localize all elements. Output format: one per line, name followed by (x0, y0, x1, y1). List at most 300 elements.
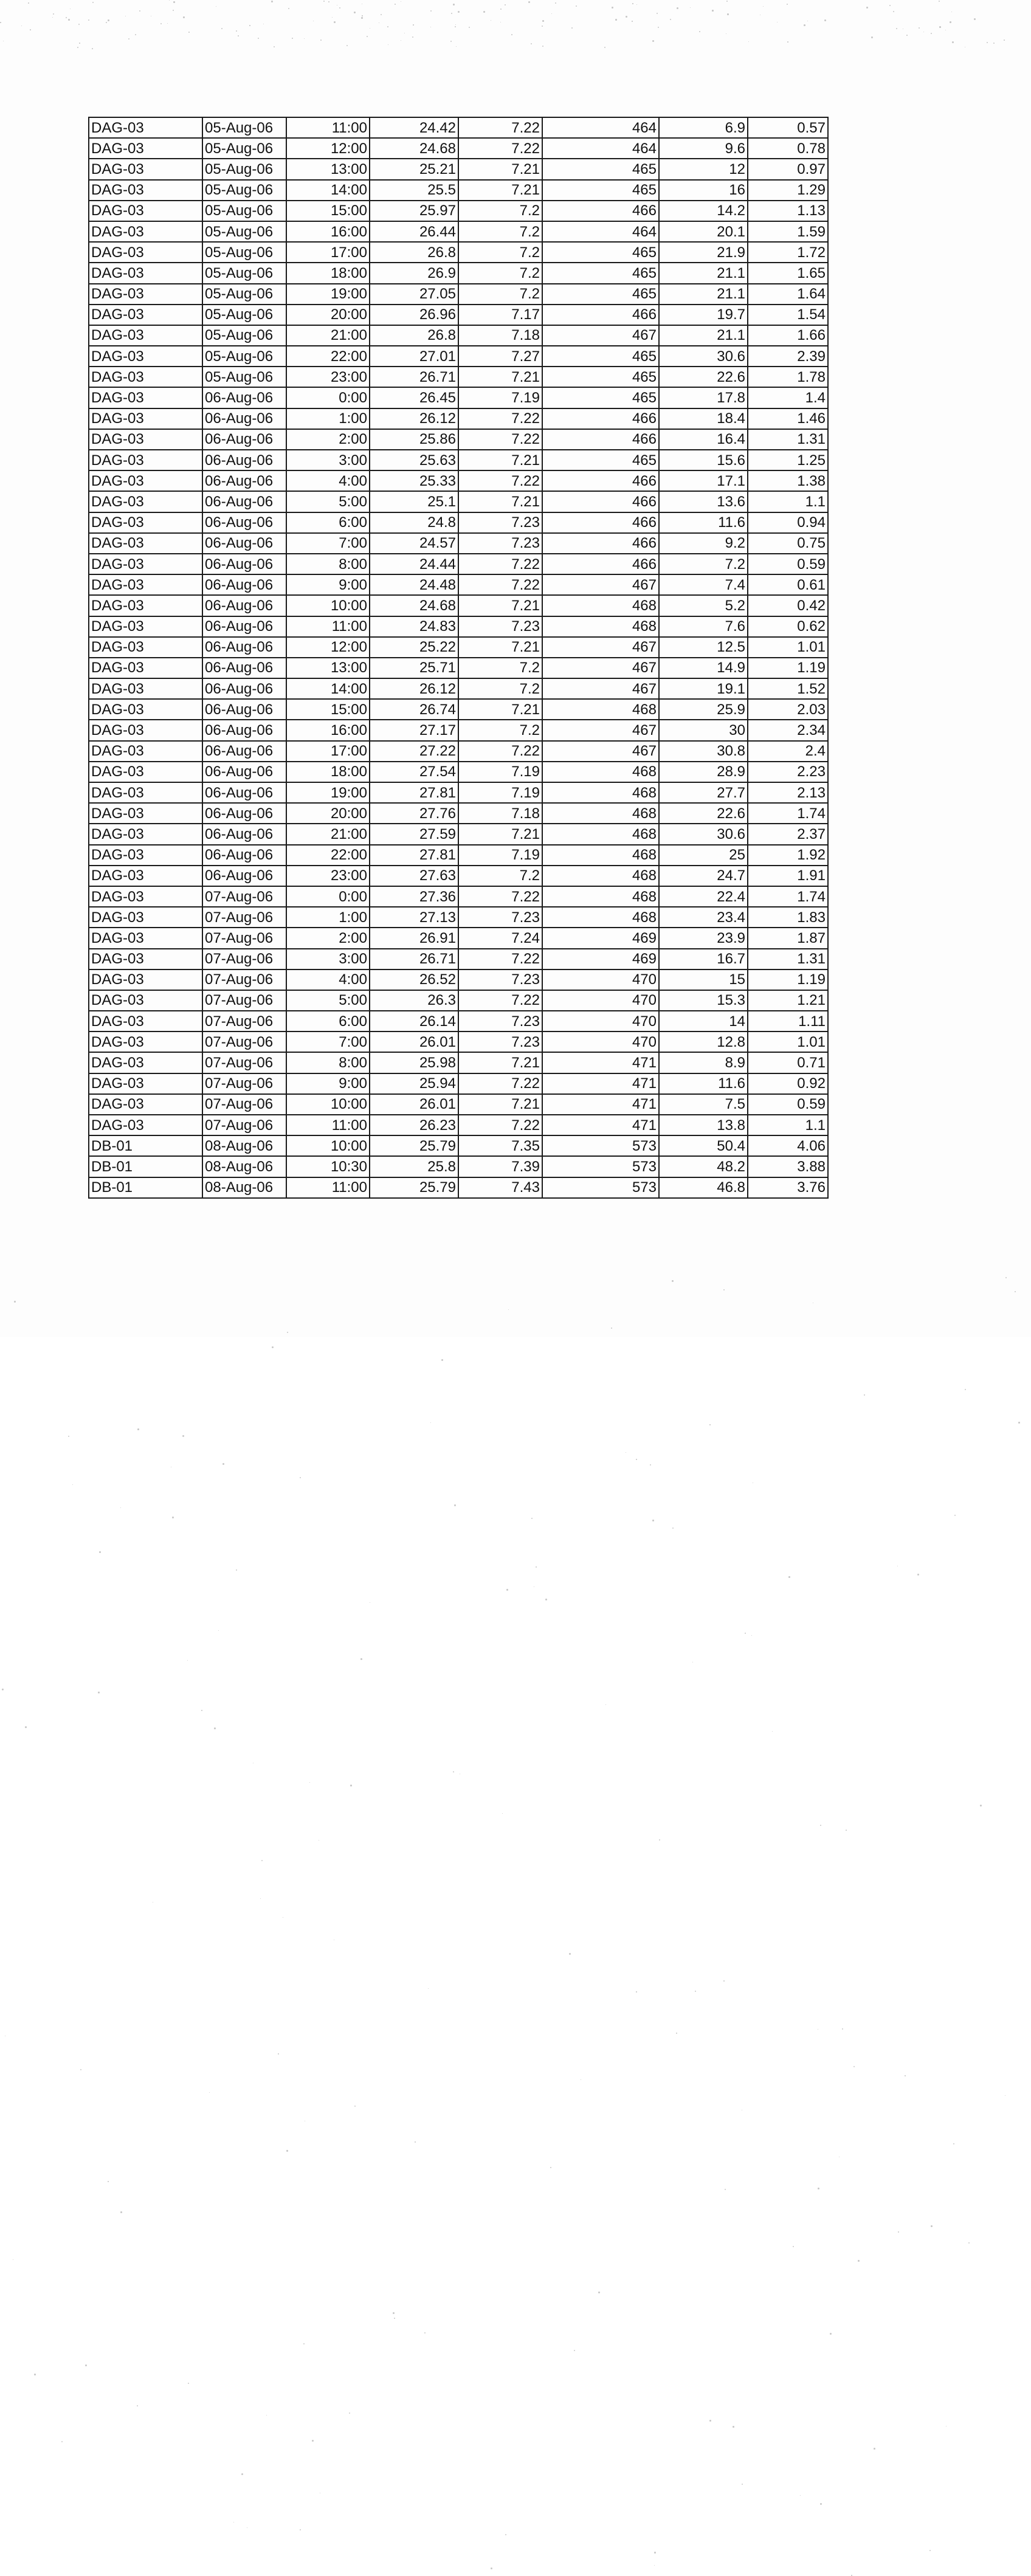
value-b-cell: 2.13 (748, 782, 828, 803)
value-b-cell: 0.42 (748, 595, 828, 616)
value-b-cell: 0.59 (748, 554, 828, 574)
value-a-cell: 30.6 (659, 824, 748, 844)
station-cell: DAG-03 (89, 990, 202, 1011)
ph-cell: 7.27 (458, 346, 542, 367)
time-cell: 19:00 (286, 782, 370, 803)
station-cell: DAG-03 (89, 429, 202, 450)
value-b-cell: 1.11 (748, 1011, 828, 1031)
ph-cell: 7.22 (458, 1073, 542, 1094)
time-cell: 10:00 (286, 1094, 370, 1115)
station-cell: DAG-03 (89, 367, 202, 387)
table-row (89, 803, 828, 824)
date-cell: 07-Aug-06 (202, 886, 286, 907)
time-cell: 21:00 (286, 824, 370, 844)
table-row (89, 824, 828, 844)
temp-cell: 27.36 (370, 886, 458, 907)
data-table (88, 117, 829, 1199)
date-cell: 07-Aug-06 (202, 990, 286, 1011)
time-cell: 11:00 (286, 1177, 370, 1198)
conductivity-cell: 467 (542, 678, 659, 699)
value-a-cell: 6.9 (659, 117, 748, 138)
conductivity-cell: 469 (542, 928, 659, 948)
date-cell: 07-Aug-06 (202, 1115, 286, 1135)
station-cell: DAG-03 (89, 741, 202, 762)
time-cell: 15:00 (286, 201, 370, 221)
temp-cell: 26.3 (370, 990, 458, 1011)
temp-cell: 25.5 (370, 180, 458, 201)
ph-cell: 7.35 (458, 1135, 542, 1156)
value-b-cell: 1.83 (748, 907, 828, 928)
value-a-cell: 23.9 (659, 928, 748, 948)
conductivity-cell: 465 (542, 242, 659, 263)
value-a-cell: 22.6 (659, 803, 748, 824)
time-cell: 5:00 (286, 990, 370, 1011)
temp-cell: 26.9 (370, 263, 458, 283)
value-a-cell: 9.2 (659, 533, 748, 554)
conductivity-cell: 471 (542, 1073, 659, 1094)
value-b-cell: 1.64 (748, 284, 828, 305)
table-row (89, 720, 828, 740)
temp-cell: 27.54 (370, 762, 458, 782)
station-cell: DAG-03 (89, 949, 202, 969)
value-a-cell: 18.4 (659, 408, 748, 429)
conductivity-cell: 466 (542, 491, 659, 512)
time-cell: 13:00 (286, 159, 370, 179)
date-cell: 07-Aug-06 (202, 949, 286, 969)
time-cell: 12:00 (286, 637, 370, 658)
temp-cell: 25.71 (370, 658, 458, 678)
date-cell: 05-Aug-06 (202, 305, 286, 325)
station-cell: DAG-03 (89, 159, 202, 179)
value-b-cell: 0.59 (748, 1094, 828, 1115)
station-cell: DAG-03 (89, 678, 202, 699)
conductivity-cell: 470 (542, 1011, 659, 1031)
value-a-cell: 7.5 (659, 1094, 748, 1115)
station-cell: DAG-03 (89, 1052, 202, 1073)
table-row (89, 346, 828, 367)
date-cell: 05-Aug-06 (202, 367, 286, 387)
conductivity-cell: 464 (542, 138, 659, 159)
value-a-cell: 25.9 (659, 699, 748, 720)
temp-cell: 27.63 (370, 866, 458, 886)
ph-cell: 7.22 (458, 408, 542, 429)
date-cell: 06-Aug-06 (202, 824, 286, 844)
temp-cell: 24.68 (370, 595, 458, 616)
station-cell: DAG-03 (89, 720, 202, 740)
ph-cell: 7.23 (458, 907, 542, 928)
date-cell: 06-Aug-06 (202, 803, 286, 824)
conductivity-cell: 465 (542, 284, 659, 305)
value-b-cell: 0.71 (748, 1052, 828, 1073)
conductivity-cell: 466 (542, 201, 659, 221)
time-cell: 11:00 (286, 616, 370, 637)
value-a-cell: 11.6 (659, 1073, 748, 1094)
ph-cell: 7.2 (458, 242, 542, 263)
value-b-cell: 1.29 (748, 180, 828, 201)
value-b-cell: 1.19 (748, 969, 828, 990)
conductivity-cell: 466 (542, 470, 659, 491)
ph-cell: 7.2 (458, 678, 542, 699)
station-cell: DAG-03 (89, 305, 202, 325)
time-cell: 16:00 (286, 221, 370, 242)
temp-cell: 25.22 (370, 637, 458, 658)
temp-cell: 25.97 (370, 201, 458, 221)
value-a-cell: 25 (659, 845, 748, 866)
ph-cell: 7.17 (458, 305, 542, 325)
date-cell: 06-Aug-06 (202, 658, 286, 678)
date-cell: 06-Aug-06 (202, 512, 286, 533)
time-cell: 20:00 (286, 305, 370, 325)
conductivity-cell: 465 (542, 367, 659, 387)
time-cell: 6:00 (286, 512, 370, 533)
time-cell: 5:00 (286, 491, 370, 512)
date-cell: 07-Aug-06 (202, 1011, 286, 1031)
date-cell: 05-Aug-06 (202, 325, 286, 346)
conductivity-cell: 468 (542, 762, 659, 782)
time-cell: 23:00 (286, 866, 370, 886)
station-cell: DAG-03 (89, 762, 202, 782)
table-row (89, 1177, 828, 1198)
temp-cell: 25.8 (370, 1156, 458, 1177)
table-row (89, 886, 828, 907)
time-cell: 2:00 (286, 928, 370, 948)
station-cell: DAG-03 (89, 803, 202, 824)
value-a-cell: 22.6 (659, 367, 748, 387)
conductivity-cell: 471 (542, 1094, 659, 1115)
time-cell: 6:00 (286, 1011, 370, 1031)
table-row (89, 242, 828, 263)
conductivity-cell: 468 (542, 699, 659, 720)
temp-cell: 27.81 (370, 782, 458, 803)
conductivity-cell: 467 (542, 637, 659, 658)
table-row (89, 1031, 828, 1052)
conductivity-cell: 465 (542, 450, 659, 470)
date-cell: 07-Aug-06 (202, 907, 286, 928)
conductivity-cell: 468 (542, 886, 659, 907)
table-row (89, 699, 828, 720)
time-cell: 8:00 (286, 1052, 370, 1073)
table-row (89, 263, 828, 283)
value-a-cell: 15.6 (659, 450, 748, 470)
time-cell: 7:00 (286, 533, 370, 554)
table-row (89, 949, 828, 969)
value-a-cell: 8.9 (659, 1052, 748, 1073)
value-b-cell: 1.92 (748, 845, 828, 866)
station-cell: DAG-03 (89, 637, 202, 658)
table-row (89, 387, 828, 408)
temp-cell: 25.33 (370, 470, 458, 491)
time-cell: 14:00 (286, 180, 370, 201)
value-a-cell: 12.8 (659, 1031, 748, 1052)
value-b-cell: 0.97 (748, 159, 828, 179)
table-row (89, 1156, 828, 1177)
conductivity-cell: 464 (542, 117, 659, 138)
time-cell: 22:00 (286, 845, 370, 866)
ph-cell: 7.22 (458, 949, 542, 969)
station-cell: DAG-03 (89, 325, 202, 346)
table-row (89, 429, 828, 450)
station-cell: DAG-03 (89, 1094, 202, 1115)
ph-cell: 7.23 (458, 969, 542, 990)
ph-cell: 7.21 (458, 699, 542, 720)
ph-cell: 7.21 (458, 1094, 542, 1115)
station-cell: DAG-03 (89, 284, 202, 305)
date-cell: 06-Aug-06 (202, 408, 286, 429)
date-cell: 07-Aug-06 (202, 1031, 286, 1052)
ph-cell: 7.22 (458, 886, 542, 907)
ph-cell: 7.22 (458, 741, 542, 762)
station-cell: DAG-03 (89, 1115, 202, 1135)
value-b-cell: 1.01 (748, 637, 828, 658)
ph-cell: 7.21 (458, 1052, 542, 1073)
ph-cell: 7.21 (458, 824, 542, 844)
date-cell: 08-Aug-06 (202, 1156, 286, 1177)
value-a-cell: 19.7 (659, 305, 748, 325)
ph-cell: 7.19 (458, 387, 542, 408)
value-b-cell: 0.75 (748, 533, 828, 554)
time-cell: 18:00 (286, 762, 370, 782)
conductivity-cell: 573 (542, 1135, 659, 1156)
temp-cell: 24.57 (370, 533, 458, 554)
date-cell: 06-Aug-06 (202, 533, 286, 554)
station-cell: DAG-03 (89, 595, 202, 616)
station-cell: DAG-03 (89, 450, 202, 470)
temp-cell: 26.12 (370, 408, 458, 429)
value-b-cell: 1.91 (748, 866, 828, 886)
value-b-cell: 1.31 (748, 429, 828, 450)
temp-cell: 24.68 (370, 138, 458, 159)
date-cell: 06-Aug-06 (202, 845, 286, 866)
station-cell: DAG-03 (89, 907, 202, 928)
temp-cell: 27.59 (370, 824, 458, 844)
station-cell: DAG-03 (89, 824, 202, 844)
ph-cell: 7.22 (458, 138, 542, 159)
ph-cell: 7.23 (458, 533, 542, 554)
date-cell: 06-Aug-06 (202, 678, 286, 699)
table-row (89, 866, 828, 886)
temp-cell: 25.86 (370, 429, 458, 450)
conductivity-cell: 573 (542, 1156, 659, 1177)
station-cell: DAG-03 (89, 512, 202, 533)
temp-cell: 26.44 (370, 221, 458, 242)
ph-cell: 7.21 (458, 159, 542, 179)
value-a-cell: 17.1 (659, 470, 748, 491)
value-b-cell: 2.23 (748, 762, 828, 782)
conductivity-cell: 465 (542, 346, 659, 367)
date-cell: 05-Aug-06 (202, 180, 286, 201)
value-b-cell: 3.88 (748, 1156, 828, 1177)
conductivity-cell: 471 (542, 1115, 659, 1135)
ph-cell: 7.21 (458, 180, 542, 201)
value-a-cell: 16 (659, 180, 748, 201)
temp-cell: 27.76 (370, 803, 458, 824)
station-cell: DAG-03 (89, 408, 202, 429)
conductivity-cell: 468 (542, 803, 659, 824)
station-cell: DAG-03 (89, 886, 202, 907)
temp-cell: 26.74 (370, 699, 458, 720)
value-b-cell: 0.78 (748, 138, 828, 159)
value-a-cell: 15 (659, 969, 748, 990)
value-a-cell: 50.4 (659, 1135, 748, 1156)
temp-cell: 24.42 (370, 117, 458, 138)
value-a-cell: 30.6 (659, 346, 748, 367)
value-a-cell: 20.1 (659, 221, 748, 242)
conductivity-cell: 466 (542, 512, 659, 533)
table-row (89, 616, 828, 637)
time-cell: 1:00 (286, 907, 370, 928)
ph-cell: 7.2 (458, 221, 542, 242)
conductivity-cell: 467 (542, 741, 659, 762)
date-cell: 06-Aug-06 (202, 574, 286, 595)
station-cell: DAG-03 (89, 491, 202, 512)
value-a-cell: 16.4 (659, 429, 748, 450)
value-a-cell: 16.7 (659, 949, 748, 969)
value-a-cell: 17.8 (659, 387, 748, 408)
temp-cell: 26.52 (370, 969, 458, 990)
conductivity-cell: 471 (542, 1052, 659, 1073)
value-a-cell: 48.2 (659, 1156, 748, 1177)
ph-cell: 7.22 (458, 1115, 542, 1135)
conductivity-cell: 470 (542, 969, 659, 990)
value-a-cell: 21.1 (659, 263, 748, 283)
table-row (89, 907, 828, 928)
temp-cell: 25.1 (370, 491, 458, 512)
time-cell: 4:00 (286, 969, 370, 990)
time-cell: 2:00 (286, 429, 370, 450)
date-cell: 06-Aug-06 (202, 741, 286, 762)
temp-cell: 26.91 (370, 928, 458, 948)
station-cell: DAG-03 (89, 117, 202, 138)
station-cell: DB-01 (89, 1135, 202, 1156)
ph-cell: 7.22 (458, 470, 542, 491)
time-cell: 8:00 (286, 554, 370, 574)
value-b-cell: 2.4 (748, 741, 828, 762)
value-a-cell: 27.7 (659, 782, 748, 803)
time-cell: 20:00 (286, 803, 370, 824)
ph-cell: 7.18 (458, 325, 542, 346)
temp-cell: 27.81 (370, 845, 458, 866)
conductivity-cell: 468 (542, 845, 659, 866)
value-b-cell: 1.19 (748, 658, 828, 678)
conductivity-cell: 465 (542, 263, 659, 283)
time-cell: 10:00 (286, 1135, 370, 1156)
value-b-cell: 1.25 (748, 450, 828, 470)
station-cell: DAG-03 (89, 263, 202, 283)
table-row (89, 574, 828, 595)
ph-cell: 7.22 (458, 429, 542, 450)
date-cell: 06-Aug-06 (202, 637, 286, 658)
value-a-cell: 13.8 (659, 1115, 748, 1135)
value-b-cell: 1.52 (748, 678, 828, 699)
date-cell: 05-Aug-06 (202, 138, 286, 159)
ph-cell: 7.43 (458, 1177, 542, 1198)
conductivity-cell: 467 (542, 574, 659, 595)
table-row (89, 491, 828, 512)
station-cell: DAG-03 (89, 387, 202, 408)
ph-cell: 7.2 (458, 201, 542, 221)
ph-cell: 7.21 (458, 637, 542, 658)
value-a-cell: 30.8 (659, 741, 748, 762)
value-b-cell: 1.4 (748, 387, 828, 408)
station-cell: DB-01 (89, 1156, 202, 1177)
conductivity-cell: 467 (542, 325, 659, 346)
station-cell: DAG-03 (89, 242, 202, 263)
time-cell: 9:00 (286, 1073, 370, 1094)
date-cell: 06-Aug-06 (202, 470, 286, 491)
date-cell: 07-Aug-06 (202, 1094, 286, 1115)
ph-cell: 7.19 (458, 782, 542, 803)
value-a-cell: 24.7 (659, 866, 748, 886)
time-cell: 23:00 (286, 367, 370, 387)
ph-cell: 7.24 (458, 928, 542, 948)
conductivity-cell: 470 (542, 1031, 659, 1052)
value-b-cell: 1.87 (748, 928, 828, 948)
value-b-cell: 0.57 (748, 117, 828, 138)
value-b-cell: 0.94 (748, 512, 828, 533)
date-cell: 06-Aug-06 (202, 866, 286, 886)
conductivity-cell: 465 (542, 180, 659, 201)
temp-cell: 26.8 (370, 325, 458, 346)
value-b-cell: 1.46 (748, 408, 828, 429)
table-row (89, 221, 828, 242)
value-a-cell: 21.1 (659, 325, 748, 346)
value-a-cell: 21.1 (659, 284, 748, 305)
table-row (89, 928, 828, 948)
date-cell: 08-Aug-06 (202, 1177, 286, 1198)
temp-cell: 26.23 (370, 1115, 458, 1135)
time-cell: 9:00 (286, 574, 370, 595)
temp-cell: 27.22 (370, 741, 458, 762)
table-row (89, 138, 828, 159)
temp-cell: 25.94 (370, 1073, 458, 1094)
value-b-cell: 1.21 (748, 990, 828, 1011)
table-row (89, 1135, 828, 1156)
time-cell: 11:00 (286, 117, 370, 138)
table-row (89, 990, 828, 1011)
date-cell: 06-Aug-06 (202, 450, 286, 470)
station-cell: DAG-03 (89, 866, 202, 886)
ph-cell: 7.23 (458, 512, 542, 533)
value-a-cell: 14.2 (659, 201, 748, 221)
station-cell: DAG-03 (89, 845, 202, 866)
date-cell: 07-Aug-06 (202, 969, 286, 990)
table-row (89, 637, 828, 658)
value-a-cell: 23.4 (659, 907, 748, 928)
table-row (89, 180, 828, 201)
station-cell: DAG-03 (89, 1073, 202, 1094)
time-cell: 17:00 (286, 741, 370, 762)
station-cell: DAG-03 (89, 616, 202, 637)
conductivity-cell: 466 (542, 305, 659, 325)
time-cell: 18:00 (286, 263, 370, 283)
conductivity-cell: 466 (542, 408, 659, 429)
time-cell: 7:00 (286, 1031, 370, 1052)
conductivity-cell: 467 (542, 720, 659, 740)
table-row (89, 325, 828, 346)
ph-cell: 7.23 (458, 1031, 542, 1052)
conductivity-cell: 470 (542, 990, 659, 1011)
table-row (89, 554, 828, 574)
date-cell: 06-Aug-06 (202, 387, 286, 408)
value-b-cell: 1.65 (748, 263, 828, 283)
station-cell: DAG-03 (89, 1011, 202, 1031)
ph-cell: 7.19 (458, 762, 542, 782)
conductivity-cell: 468 (542, 866, 659, 886)
table-row (89, 117, 828, 138)
conductivity-cell: 468 (542, 824, 659, 844)
value-a-cell: 21.9 (659, 242, 748, 263)
date-cell: 05-Aug-06 (202, 117, 286, 138)
